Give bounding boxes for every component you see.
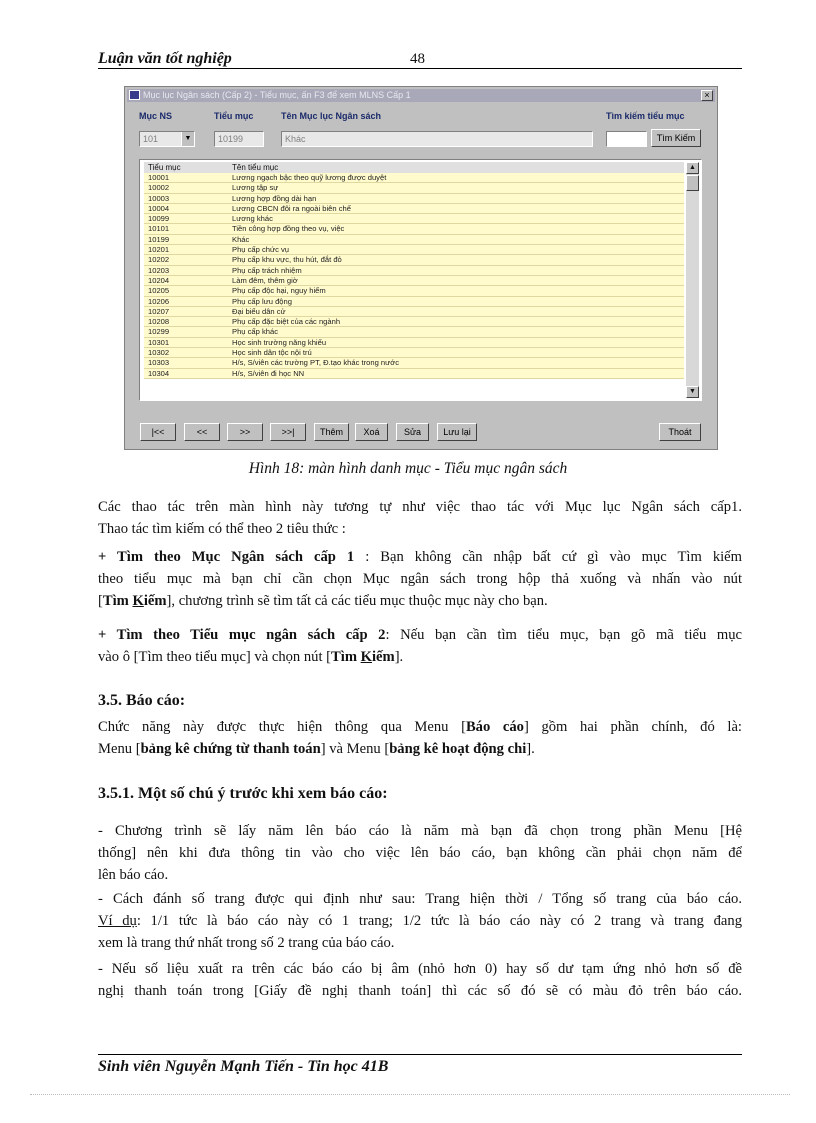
figure-caption: Hình 18: màn hình danh mục - Tiểu mục ngân sách xyxy=(248,460,568,477)
label-muc-ns: Mục NS xyxy=(139,111,173,121)
cell-tieu-muc: 10303 xyxy=(148,358,170,368)
page-footer xyxy=(98,1054,742,1075)
cell-tieu-muc: 10207 xyxy=(148,306,170,316)
delete-button[interactable] xyxy=(355,423,388,441)
table-row[interactable] xyxy=(144,235,684,245)
cell-tieu-muc: 10101 xyxy=(148,224,170,234)
cell-tieu-muc: 10204 xyxy=(148,275,170,285)
text-run: iếm xyxy=(143,593,167,609)
cell-ten-tieu-muc: Phụ cấp chức vụ xyxy=(232,245,290,255)
text-run: K xyxy=(132,593,144,609)
cell-ten-tieu-muc: Học sinh dân tộc nội trú xyxy=(232,348,312,358)
cell-tieu-muc: 10202 xyxy=(148,255,170,265)
scroll-up-icon[interactable]: ▲ xyxy=(686,162,699,174)
table-row[interactable] xyxy=(144,327,684,337)
first-record-label: |<< xyxy=(151,427,165,437)
label-tieu-muc: Tiểu mục xyxy=(214,111,254,121)
cell-ten-tieu-muc: Phụ cấp trách nhiệm xyxy=(232,265,302,275)
close-icon[interactable]: × xyxy=(701,90,713,101)
table-row[interactable] xyxy=(144,369,684,379)
app-icon xyxy=(129,90,140,100)
cell-tieu-muc: 10203 xyxy=(148,265,170,275)
table-row[interactable] xyxy=(144,338,684,348)
intro-paragraph xyxy=(98,496,742,540)
previous-record-button[interactable] xyxy=(184,423,220,441)
add-button-label: Thêm xyxy=(319,427,343,437)
cell-tieu-muc: 10301 xyxy=(148,337,170,347)
section-3-5-paragraph xyxy=(98,716,742,760)
page-header xyxy=(98,50,742,69)
text-run: ]. xyxy=(526,741,535,757)
section-heading-3-5-1: 3.5.1. Một số chú ý trước khi xem báo cáo: xyxy=(98,785,388,802)
search-method-1 xyxy=(98,546,742,612)
chevron-down-icon[interactable]: ▼ xyxy=(181,132,194,146)
cell-ten-tieu-muc: Phụ cấp khác xyxy=(232,327,279,337)
cell-ten-tieu-muc: Phụ cấp lưu động xyxy=(232,296,292,306)
text-line: - Cách đánh số trang được qui định như sau: Trang hiện thời / Tổng số trang của báo cáo. xyxy=(98,891,742,907)
text-run: Chức năng này được thực hiện thông qua Menu [ xyxy=(98,719,466,735)
cell-ten-tieu-muc: H/s, S/viên đi học NN xyxy=(232,368,305,378)
text-run: ] và Menu [ xyxy=(320,741,390,757)
last-record-label: >>| xyxy=(281,427,295,437)
text-line: [Tìm Kiếm], chương trình sẽ tìm tất cả các tiểu mục thuộc mục này cho bạn. xyxy=(98,593,548,609)
table-row[interactable] xyxy=(144,245,684,255)
author-line: Sinh viên Nguyễn Mạnh Tiến - Tin học 41B xyxy=(98,1058,389,1075)
scroll-thumb[interactable] xyxy=(686,175,699,191)
bold-term: Báo cáo xyxy=(465,719,524,735)
label-tim-kiem: Tìm kiếm tiểu mục xyxy=(606,111,685,121)
text-run: Menu [ xyxy=(98,741,141,757)
table-row[interactable] xyxy=(144,266,684,276)
text-line: theo tiểu mục mà bạn chỉ cần chọn Mục ngân sách trong hộp thả xuống và nhấn vào nút xyxy=(98,571,742,587)
muc-ns-value: 101 xyxy=(143,134,159,144)
thesis-title: Luận văn tốt nghiệp xyxy=(98,50,232,67)
text-line: lên báo cáo. xyxy=(98,867,169,883)
add-button[interactable] xyxy=(314,423,349,441)
text-line: Thao tác tìm kiếm có thể theo 2 tiêu thức : xyxy=(98,521,346,537)
text-line: - Chương trình sẽ lấy năm lên báo cáo là năm mà bạn đã chọn trong phần Menu [Hệ xyxy=(98,823,742,839)
label-ten-muc-luc: Tên Mục lục Ngân sách xyxy=(281,111,382,121)
text-run: Tìm xyxy=(331,649,361,665)
cell-ten-tieu-muc: Phụ cấp đặc biệt của các ngành xyxy=(232,317,341,327)
cell-tieu-muc: 10199 xyxy=(148,234,170,244)
table-row[interactable] xyxy=(144,276,684,286)
cell-tieu-muc: 10001 xyxy=(148,173,170,182)
note-1 xyxy=(98,820,742,886)
cell-tieu-muc: 10201 xyxy=(148,245,170,255)
window-titlebar xyxy=(127,89,715,102)
save-button-label: Lưu lại xyxy=(443,427,471,437)
text-line xyxy=(98,910,742,932)
text-run: Tìm xyxy=(102,593,133,609)
save-button[interactable] xyxy=(437,423,477,441)
cell-ten-tieu-muc: Lương tập sự xyxy=(232,183,279,193)
ten-muc-luc-value: Khác xyxy=(285,134,306,144)
search-input[interactable] xyxy=(606,131,647,147)
table-row[interactable] xyxy=(144,307,684,317)
cell-ten-tieu-muc: Phụ cấp độc hại, nguy hiểm xyxy=(232,286,326,296)
cell-tieu-muc: 10002 xyxy=(148,183,170,193)
section-heading-3-5: 3.5. Báo cáo: xyxy=(98,692,186,709)
table-row[interactable] xyxy=(144,255,684,265)
text-line: - Nếu số liệu xuất ra trên các báo cáo bị âm (nhỏ hơn 0) hay số dư tạm ứng nhỏ hơn số đề xyxy=(98,961,742,977)
text-line xyxy=(98,716,742,738)
text-run: : Nếu bạn cần tìm tiểu mục, bạn gõ mã tiểu mục xyxy=(385,627,743,643)
text-line: nghị thanh toán trong [Giấy đề nghị thanh toán] thì các số đó sẽ có màu đỏ trên báo cáo. xyxy=(98,983,742,999)
table-row[interactable] xyxy=(144,194,684,204)
vertical-scrollbar[interactable] xyxy=(686,162,699,398)
table-body xyxy=(144,173,684,379)
bold-term: + Tìm theo Tiểu mục ngân sách cấp 2 xyxy=(98,627,386,643)
cell-ten-tieu-muc: Khác xyxy=(232,234,250,244)
tieu-muc-field[interactable] xyxy=(214,131,264,147)
search-button[interactable] xyxy=(651,129,701,147)
note-3 xyxy=(98,958,742,1002)
edit-button-label: Sửa xyxy=(403,427,422,437)
bold-term: bảng kê hoạt động chi xyxy=(389,741,527,757)
text-line xyxy=(98,738,742,760)
search-button-label: Tìm Kiếm xyxy=(656,133,696,143)
page-number: 48 xyxy=(410,51,425,67)
text-run: ]. xyxy=(394,649,404,665)
exit-button[interactable] xyxy=(659,423,701,441)
text-run: : 1/1 tức là báo cáo này có 1 trang; 1/2 tức là báo cáo này có 2 trang và trang đang xyxy=(136,913,742,929)
first-record-button[interactable] xyxy=(140,423,176,441)
text-line: xem là trang thứ nhất trong số 2 trang của báo cáo. xyxy=(98,935,395,951)
table-row[interactable] xyxy=(144,173,684,183)
text-line xyxy=(98,546,742,568)
text-run: ] gồm hai phần chính, đó là: xyxy=(523,719,742,735)
column-header-tieu-muc: Tiểu mục xyxy=(148,163,181,172)
previous-record-label: << xyxy=(196,427,208,437)
next-record-button[interactable] xyxy=(227,423,263,441)
text-run: K xyxy=(360,649,372,665)
cell-tieu-muc: 10299 xyxy=(148,327,170,337)
budget-catalog-window xyxy=(124,86,718,450)
bold-term: + Tìm theo Mục Ngân sách cấp 1 xyxy=(98,549,355,565)
cell-ten-tieu-muc: H/s, S/viên các trường PT, Đ.tạo khác trong nước xyxy=(232,358,400,368)
window-title: Mục lục Ngân sách (Cấp 2) - Tiểu mục, ấn F3 để xem MLNS Cấp 1 xyxy=(143,90,411,100)
table-row[interactable] xyxy=(144,297,684,307)
table-row[interactable] xyxy=(144,204,684,214)
cell-tieu-muc: 10206 xyxy=(148,296,170,306)
text-run: Ví dụ xyxy=(98,913,137,929)
cell-ten-tieu-muc: Lương ngạch bậc theo quỹ lương được duyệt xyxy=(232,173,387,182)
table-row[interactable] xyxy=(144,224,684,234)
cell-ten-tieu-muc: Lương hợp đồng dài hạn xyxy=(232,193,317,203)
ten-muc-luc-field[interactable] xyxy=(281,131,593,147)
search-method-2 xyxy=(98,624,742,668)
cell-tieu-muc: 10304 xyxy=(148,368,170,378)
note-2 xyxy=(98,888,742,954)
edit-button[interactable] xyxy=(396,423,429,441)
scroll-down-icon[interactable]: ▼ xyxy=(686,386,699,398)
cell-tieu-muc: 10205 xyxy=(148,286,170,296)
last-record-button[interactable] xyxy=(270,423,306,441)
text-run: iếm xyxy=(371,649,395,665)
next-record-label: >> xyxy=(239,427,251,437)
cell-ten-tieu-muc: Đại biểu dân cử xyxy=(232,306,286,316)
cell-ten-tieu-muc: Lương khác xyxy=(232,214,273,224)
table-row[interactable] xyxy=(144,214,684,224)
table-row[interactable] xyxy=(144,317,684,327)
cell-tieu-muc: 10208 xyxy=(148,317,170,327)
cell-ten-tieu-muc: Làm đêm, thêm giờ xyxy=(232,275,298,285)
delete-button-label: Xoá xyxy=(363,427,380,437)
text-line xyxy=(98,624,742,646)
exit-button-label: Thoát xyxy=(668,427,692,437)
cell-ten-tieu-muc: Phụ cấp khu vực, thu hút, đắt đỏ xyxy=(232,255,342,265)
text-run: : Bạn không cần nhập bất cứ gì vào mục Tìm kiếm xyxy=(354,549,742,565)
page-bottom-rule xyxy=(30,1094,790,1095)
text-line: thống] nên khi đưa thông tin vào cho việc lên báo cáo, bạn không cần phải chọn năm để xyxy=(98,845,742,861)
table-row[interactable] xyxy=(144,348,684,358)
column-header-ten-tieu-muc: Tên tiểu mục xyxy=(232,163,279,172)
cell-tieu-muc: 10003 xyxy=(148,193,170,203)
cell-ten-tieu-muc: Lương CBCN đôi ra ngoài biên chế xyxy=(232,203,351,213)
sub-item-table xyxy=(139,159,702,401)
table-row[interactable] xyxy=(144,286,684,296)
bold-term: bảng kê chứng từ thanh toán xyxy=(140,741,321,757)
search-keyword xyxy=(103,593,167,609)
search-keyword xyxy=(331,649,395,665)
muc-ns-combo[interactable] xyxy=(139,131,195,147)
table-row[interactable] xyxy=(144,358,684,368)
cell-ten-tieu-muc: Tiền công hợp đồng theo vụ, việc xyxy=(232,224,345,234)
tieu-muc-value: 10199 xyxy=(218,134,244,144)
cell-ten-tieu-muc: Học sinh trường năng khiếu xyxy=(232,337,327,347)
text-line xyxy=(98,646,742,668)
cell-tieu-muc: 10004 xyxy=(148,203,170,213)
table-row[interactable] xyxy=(144,183,684,193)
text-run: ], chương trình sẽ tìm tất cả các tiểu mục thuộc mục này cho bạn. xyxy=(166,593,548,609)
cell-tieu-muc: 10099 xyxy=(148,214,170,224)
text-line: Các thao tác trên màn hình này tương tự như việc thao tác với Mục lục Ngân sách cấp1. xyxy=(98,499,742,515)
text-run: vào ô [Tìm theo tiểu mục] và chọn nút [ xyxy=(98,649,332,665)
cell-tieu-muc: 10302 xyxy=(148,348,170,358)
